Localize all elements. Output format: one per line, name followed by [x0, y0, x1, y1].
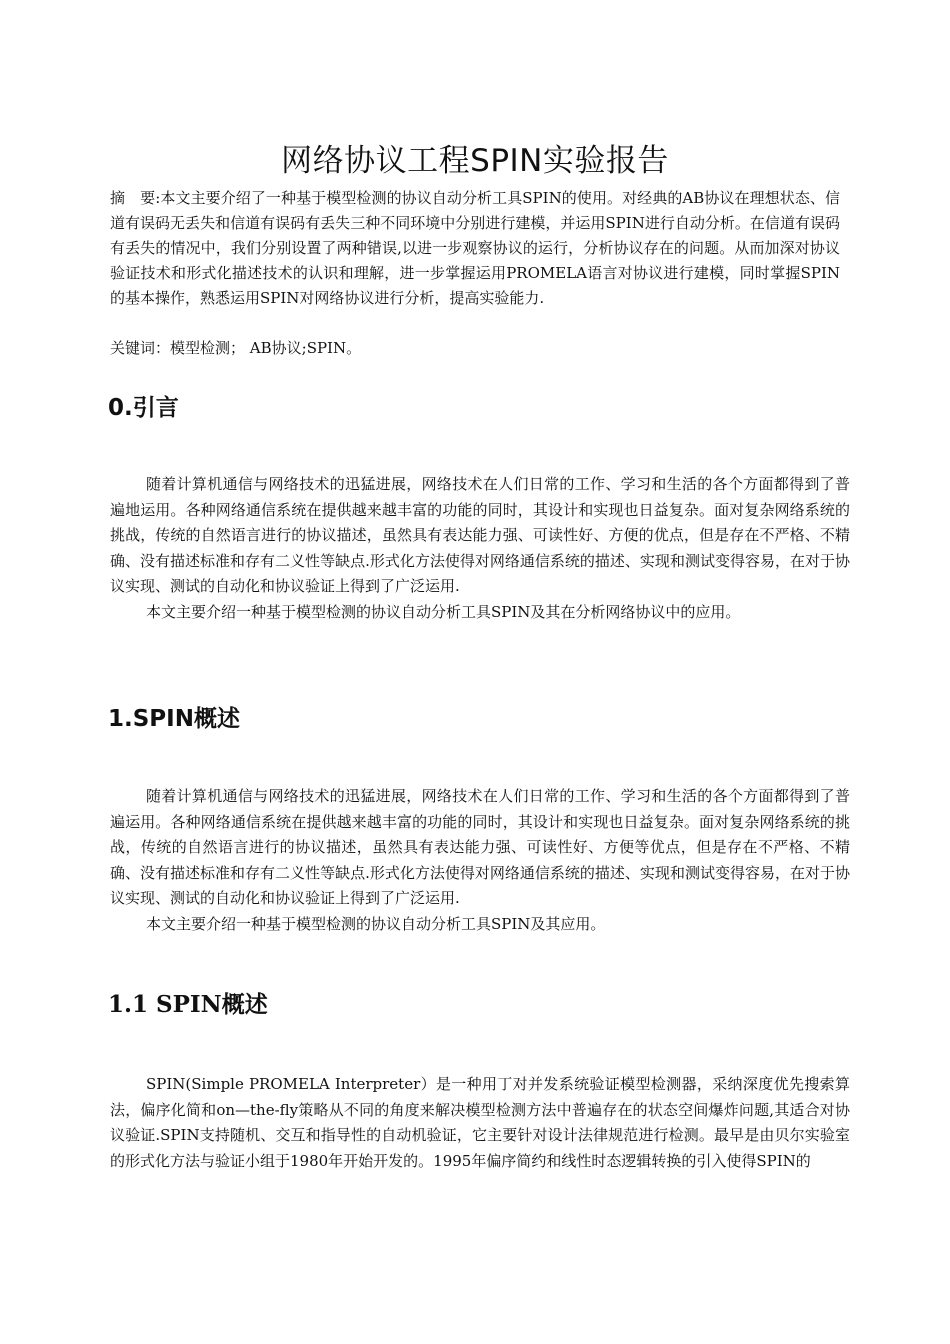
paragraph: 随着计算机通信与网络技术的迅猛进展，网络技术在人们日常的工作、学习和生活的各个方面都得到了普遍运用。各种网络通信系统在提供越来越丰富的功能的同时，其设计和实现也日益复杂。面对复杂网络系统的挑战，传统的自然语言进行的协议描述，虽然具有表达能力强、可读性好、方便等优点，但是存在不严格、不精确、没有描述标准和存有二义性等缺点.形式化方法使得对网络通信系统的描述、实现和测试变得容易，在对于协议实现、测试的自动化和协议验证上得到了广泛运用. [110, 787, 850, 907]
abstract [110, 186, 840, 311]
subsection-heading-spin-overview: 1.1 SPIN概述 [108, 991, 268, 1018]
keywords-text: 模型检测； AB协议;SPIN。 [170, 339, 362, 357]
section-heading-spin-overview: 1.SPIN概述 [108, 706, 240, 732]
abstract-text: 本文主要介绍了一种基于模型检测的协议自动分析工具SPIN的使用。对经典的AB协议在理想状态、信道有误码无丢失和信道有误码有丢失三种不同环境中分别进行建模，并运用SPIN进行自动分析。在信道有误码有丢失的情况中，我们分别设置了两种错误,以进一步观察协议的运行，分析协议存在的问题。从而加深对协议验证技术和形式化描述技术的认识和理解，进一步掌握运用PROMELA语言对协议进行建模，同时掌握SPIN的基本操作，熟悉运用SPIN对网络协议进行分析，提高实验能力. [110, 189, 840, 307]
subsection-body-spin-overview [110, 1072, 850, 1174]
document-title: 网络协议工程SPIN实验报告 [281, 143, 669, 179]
keywords [110, 336, 840, 361]
paragraph: 本文主要介绍一种基于模型检测的协议自动分析工具SPIN及其应用。 [146, 914, 606, 933]
section-body-spin-overview [110, 784, 850, 937]
paragraph: 本文主要介绍一种基于模型检测的协议自动分析工具SPIN及其在分析网络协议中的应用。 [146, 602, 741, 621]
paragraph: 随着计算机通信与网络技术的迅猛进展，网络技术在人们日常的工作、学习和生活的各个方面都得到了普遍地运用。各种网络通信系统在提供越来越丰富的功能的同时，其设计和实现也日益复杂。面对复杂网络系统的挑战，传统的自然语言进行的协议描述，虽然具有表达能力强、可读性好、方便的优点，但是存在不严格、不精确、没有描述标准和存有二义性等缺点.形式化方法使得对网络通信系统的描述、实现和测试变得容易，在对于协议实现、测试的自动化和协议验证上得到了广泛运用. [110, 475, 850, 595]
abstract-label: 摘 要: [110, 189, 161, 207]
keywords-label: 关键词： [110, 339, 171, 357]
paragraph: SPIN(Simple PROMELA Interpreter）是一种用丁对并发系统验证模型检测器，采纳深度优先搜索算法，偏序化简和on—the-fly策略从不同的角度来解决模型检测方法中普遍存在的状态空间爆炸问题,其适合对协议验证.SPIN支持随机、交互和指导性的自动机验证，它主要针对设计法律规范进行检测。最早是由贝尔实验室的形式化方法与验证小组于1980年开始开发的。1995年偏序简约和线性时态逻辑转换的引入使得SPIN的 [110, 1075, 850, 1170]
section-body-introduction [110, 472, 850, 625]
section-heading-introduction: 0.引言 [108, 395, 179, 421]
